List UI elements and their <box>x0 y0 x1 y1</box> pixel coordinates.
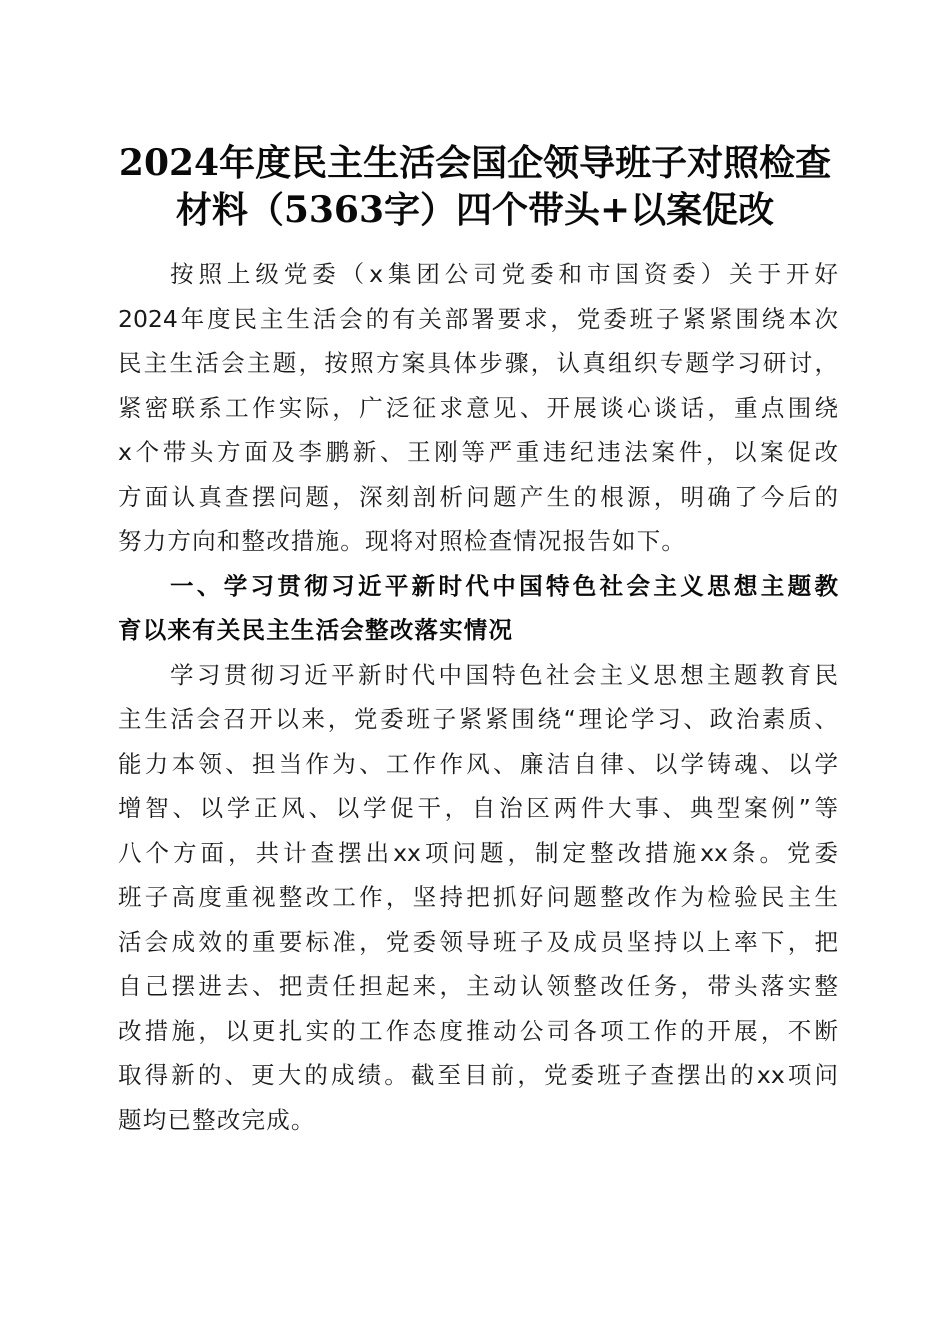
paragraph-2-line: 改措施，以更扎实的工作态度推动公司各项工作的开展，不断 <box>118 1016 838 1045</box>
section-heading-line: 育以来有关民主生活会整改落实情况 <box>118 616 514 644</box>
paragraph-1-line: x个带头方面及李鹏新、王刚等严重违纪违法案件，以案促改 <box>118 438 838 466</box>
document-title-line-1: 2024年度民主生活会国企领导班子对照检查 <box>118 142 832 184</box>
paragraph-1-line: 民主生活会主题，按照方案具体步骤，认真组织专题学习研讨， <box>118 349 838 377</box>
paragraph-2-line: 自己摆进去、把责任担起来，主动认领整改任务，带头落实整 <box>118 972 838 1000</box>
section-heading-line: 一、学习贯彻习近平新时代中国特色社会主义思想主题教 <box>170 571 838 600</box>
paragraph-1-line: 按照上级党委（x集团公司党委和市国资委）关于开好 <box>170 260 838 288</box>
paragraph-2-line: 增智、以学正风、以学促干，自治区两件大事、典型案例”等 <box>118 794 838 822</box>
paragraph-2-line: 主生活会召开以来，党委班子紧紧围绕“理论学习、政治素质、 <box>118 705 838 733</box>
document-body <box>118 252 838 1142</box>
paragraph-2-line: 活会成效的重要标准，党委领导班子及成员坚持以上率下，把 <box>118 927 838 956</box>
paragraph-1-line: 2024年度民主生活会的有关部署要求，党委班子紧紧围绕本次 <box>118 304 838 333</box>
paragraph-2-line: 八个方面，共计查摆出xx项问题，制定整改措施xx条。党委 <box>118 838 838 867</box>
paragraph-2-line: 能力本领、担当作为、工作作风、廉洁自律、以学铸魂、以学 <box>118 749 838 778</box>
paragraph-2-line: 题均已整改完成。 <box>118 1105 316 1134</box>
paragraph-1-line: 方面认真查摆问题，深刻剖析问题产生的根源，明确了今后的 <box>118 482 838 511</box>
paragraph-1-line: 努力方向和整改措施。现将对照检查情况报告如下。 <box>118 527 687 555</box>
document-title-line-2: 材料（5363字）四个带头+以案促改 <box>175 189 775 231</box>
paragraph-1-line: 紧密联系工作实际，广泛征求意见、开展谈心谈话，重点围绕 <box>118 393 838 422</box>
paragraph-2-line: 班子高度重视整改工作，坚持把抓好问题整改作为检验民主生 <box>118 883 838 911</box>
paragraph-2-line: 学习贯彻习近平新时代中国特色社会主义思想主题教育民 <box>170 660 838 689</box>
paragraph-2-line: 取得新的、更大的成绩。截至目前，党委班子查摆出的xx项问 <box>118 1061 838 1089</box>
